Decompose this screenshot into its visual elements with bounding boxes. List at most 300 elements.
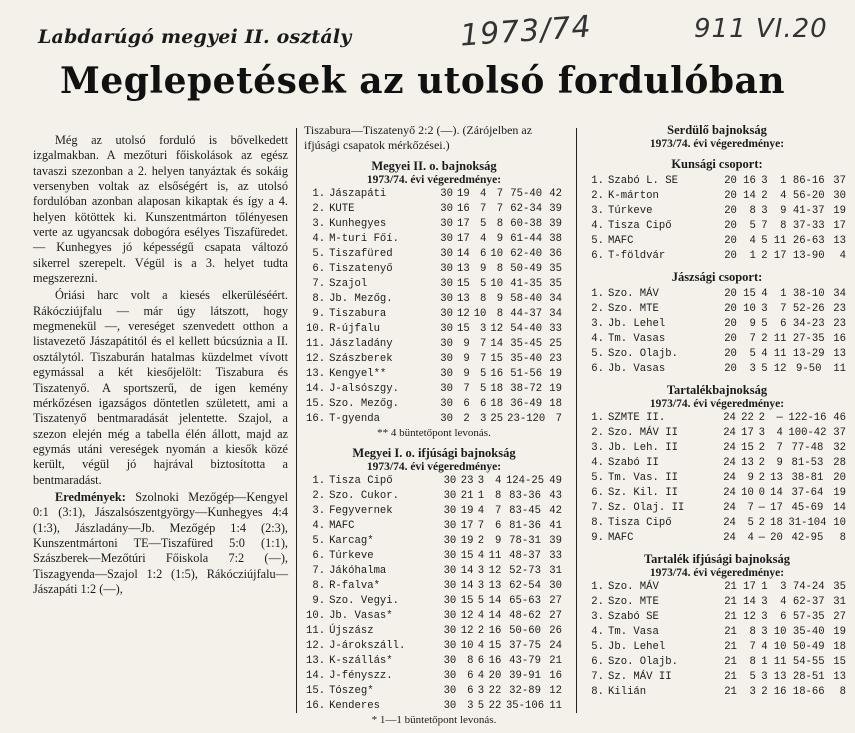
cell-losses: 13: [488, 580, 502, 593]
cell-played: 30: [443, 490, 457, 503]
cell-team-name: Szo. Cukor.: [329, 490, 400, 503]
cell-draws: 3: [761, 205, 768, 218]
cell-wins: 12: [743, 611, 756, 624]
cell-played: 30: [443, 625, 457, 638]
cell-played: 20: [724, 348, 737, 361]
cell-wins: 13: [456, 293, 470, 306]
cell-goals: 50-60: [509, 625, 541, 638]
cell-draws: 4: [477, 640, 485, 653]
cell-points: 23: [833, 318, 846, 331]
table-row: [304, 277, 564, 292]
cell-team-name: KUTE: [329, 203, 355, 216]
cell-losses: 14: [490, 338, 504, 351]
cell-played: 30: [443, 640, 457, 653]
cell-played: 30: [440, 188, 453, 201]
table-title-serdulo: Serdülő bajnokság: [667, 123, 767, 137]
standings-table-jaszsagi: [586, 287, 848, 377]
table-row: [304, 262, 564, 277]
table-row: [586, 625, 848, 640]
cell-draws: 3: [761, 303, 768, 316]
cell-points: 31: [549, 565, 562, 578]
cell-wins: 8: [749, 205, 756, 218]
cell-position: 11.: [306, 338, 326, 351]
cell-wins: 16: [743, 175, 756, 188]
table-row: [304, 534, 564, 549]
cell-draws: 3: [477, 580, 485, 593]
cell-goals: 58-40: [510, 293, 543, 306]
cell-wins: 15: [743, 288, 756, 301]
cell-team-name: J-alsószgy.: [329, 383, 400, 396]
cell-team-name: Szabó II: [608, 457, 659, 470]
cell-played: 30: [443, 700, 457, 713]
cell-goals: 32-89: [509, 685, 541, 698]
cell-team-name: Szabó SE: [608, 611, 659, 624]
cell-position: 3.: [591, 318, 604, 331]
cell-goals: 31-104: [788, 517, 827, 530]
cell-played: 30: [440, 293, 453, 306]
cell-draws: —: [758, 502, 765, 515]
cell-points: 17: [833, 220, 846, 233]
table-subtitle-tartalek: 1973/74. évi végeredménye:: [649, 398, 785, 411]
cell-wins: 3: [749, 363, 756, 376]
cell-goals: 81-36: [509, 520, 541, 533]
cell-played: 24: [723, 457, 736, 470]
cell-goals: 52-73: [509, 565, 541, 578]
cell-team-name: Jákóhalma: [329, 565, 387, 578]
cell-played: 20: [724, 333, 737, 346]
cell-goals: 37-75: [509, 640, 541, 653]
cell-draws: 2: [758, 442, 765, 455]
cell-team-name: R-falva*: [329, 580, 380, 593]
cell-position: 7.: [591, 671, 604, 684]
cell-goals: 62-54: [509, 580, 541, 593]
table-row: [586, 302, 848, 317]
table-row: [304, 474, 564, 489]
cell-team-name: Karcag*: [329, 535, 374, 548]
cell-played: 30: [440, 413, 453, 426]
cell-played: 20: [724, 363, 737, 376]
cell-points: 38: [549, 233, 562, 246]
article-paragraph-1: Még az utolsó forduló is bővelkedett izgalmakban. A mezőturi főiskolások az egész tavaszi szezonban a 2. helyen tanyáztak és sokáig versenyben voltak az elsőségért is, az utolsó fordulóban azonban alaposan kikaptak és így a 4. helyen kötöttek ki. Kunszentmárton tőlényesen verte az ugyancsak dobogóra esélyes Tiszafüredet. — Kunhegyes jó képességű csapata változó sikerrel szerepelt. Végül is a 3. helyet tudta megszerezni.: [33, 133, 288, 286]
cell-wins: 14: [460, 580, 474, 593]
table-row: [304, 202, 564, 217]
cell-draws: 2: [758, 517, 765, 530]
cell-draws: 3: [761, 671, 768, 684]
cell-draws: 0: [758, 487, 765, 500]
cell-losses: 11: [773, 656, 787, 669]
cell-draws: 5: [480, 383, 487, 396]
cell-team-name: Tiszatenyő: [329, 263, 393, 276]
cell-losses: 7: [780, 303, 787, 316]
cell-losses: 10: [773, 626, 787, 639]
table-row: [586, 471, 848, 486]
cell-draws: 4: [477, 550, 485, 563]
table-row: [304, 187, 564, 202]
cell-draws: 2: [761, 190, 768, 203]
cell-played: 20: [724, 235, 737, 248]
cell-played: 21: [724, 626, 737, 639]
cell-position: 3.: [591, 442, 604, 455]
cell-position: 4.: [312, 520, 326, 533]
cell-position: 9.: [591, 532, 604, 545]
cell-goals: 37-33: [792, 220, 825, 233]
cell-losses: 15: [490, 353, 504, 366]
cell-position: 1.: [591, 288, 604, 301]
cell-position: 1.: [312, 475, 326, 488]
article-column: [33, 133, 288, 599]
cell-position: 15.: [306, 685, 326, 698]
cell-goals: 36-49: [510, 398, 543, 411]
cell-draws: 5: [761, 235, 768, 248]
cell-goals: 13-29: [792, 348, 825, 361]
cell-points: 7: [555, 413, 562, 426]
table-row: [586, 204, 848, 219]
cell-position: 14.: [306, 670, 326, 683]
cell-wins: 10: [741, 487, 754, 500]
cell-goals: 42-95: [791, 532, 824, 545]
cell-losses: —: [776, 412, 783, 425]
cell-played: 30: [443, 580, 457, 593]
cell-team-name: SZMTE II.: [608, 412, 666, 425]
cell-played: 21: [724, 596, 737, 609]
cell-team-name: Szo. Olajb.: [608, 656, 678, 669]
cell-wins: 8: [467, 655, 474, 668]
table-row: [586, 347, 848, 362]
cell-losses: 12: [488, 565, 502, 578]
cell-draws: 3: [480, 413, 487, 426]
cell-losses: 14: [488, 595, 502, 608]
cell-wins: 12: [460, 625, 474, 638]
cell-points: 34: [833, 288, 846, 301]
cell-wins: 14: [743, 596, 756, 609]
cell-losses: 8: [496, 308, 504, 321]
cell-points: 30: [549, 580, 562, 593]
group-title-kunsagi: Kunsági csoport:: [671, 157, 763, 171]
cell-points: 27: [549, 595, 562, 608]
cell-goals: 86-16: [792, 175, 825, 188]
cell-wins: 23: [460, 475, 474, 488]
cell-team-name: Tiszabura: [329, 308, 387, 321]
cell-position: 6.: [591, 363, 604, 376]
table-row: [304, 412, 564, 427]
table-note-megyei-ii: ** 4 büntetőpont levonás.: [377, 427, 491, 440]
cell-team-name: MAFC: [608, 235, 634, 248]
cell-draws: 6: [477, 655, 485, 668]
cell-played: 20: [724, 175, 737, 188]
cell-points: 33: [549, 323, 562, 336]
cell-goals: 34-23: [792, 318, 825, 331]
cell-position: 2.: [312, 490, 326, 503]
cell-position: 1.: [591, 412, 604, 425]
cell-wins: 3: [749, 686, 756, 699]
cell-losses: 4: [494, 475, 502, 488]
cell-played: 30: [443, 505, 457, 518]
cell-draws: 3: [477, 475, 485, 488]
cell-position: 1.: [591, 175, 604, 188]
table-row: [304, 307, 564, 322]
cell-losses: 3: [780, 581, 787, 594]
cell-goals: 83-45: [509, 505, 541, 518]
cell-draws: 3: [477, 565, 485, 578]
table-row: [304, 564, 564, 579]
cell-played: 30: [440, 203, 453, 216]
table-row: [304, 247, 564, 262]
cell-goals: 77-48: [791, 442, 824, 455]
cell-wins: 10: [743, 303, 756, 316]
cell-team-name: T-gyenda: [329, 413, 380, 426]
cell-position: 15.: [306, 398, 326, 411]
cell-points: 4: [839, 250, 846, 263]
cell-position: 2.: [591, 303, 604, 316]
cell-position: 8.: [312, 580, 326, 593]
cell-points: 24: [549, 640, 562, 653]
cell-team-name: Tisza Cipő: [608, 517, 672, 530]
section-tag: Labdarúgó megyei II. osztály: [38, 26, 352, 48]
table-row: [304, 609, 564, 624]
cell-position: 7.: [312, 278, 326, 291]
cell-position: 7.: [591, 502, 604, 515]
table-subtitle-tartalek-ifjusagi: 1973/74. évi végeredménye:: [649, 567, 785, 580]
cell-points: 39: [549, 203, 562, 216]
table-row: [586, 685, 848, 700]
table-row: [586, 411, 848, 426]
cell-goals: 61-44: [510, 233, 543, 246]
cell-position: 4.: [591, 333, 604, 346]
cell-played: 20: [724, 288, 737, 301]
cell-team-name: K-márton: [608, 190, 659, 203]
cell-wins: 19: [456, 188, 470, 201]
cell-wins: 12: [456, 308, 470, 321]
cell-position: 13.: [306, 368, 326, 381]
cell-team-name: Szajol: [329, 278, 368, 291]
cell-played: 30: [440, 398, 453, 411]
cell-draws: 4: [477, 670, 485, 683]
cell-wins: 17: [456, 218, 470, 231]
cell-goals: 62-37: [792, 596, 825, 609]
cell-losses: 22: [488, 685, 502, 698]
cell-draws: 5: [761, 363, 768, 376]
cell-goals: 37-64: [791, 487, 824, 500]
cell-played: 30: [440, 353, 453, 366]
cell-draws: 9: [480, 263, 487, 276]
cell-losses: 20: [770, 532, 783, 545]
cell-team-name: Túrkeve: [329, 550, 374, 563]
cell-position: 6.: [312, 550, 326, 563]
column-divider-1: [296, 128, 297, 713]
cell-wins: 5: [749, 671, 756, 684]
cell-team-name: Tószeg*: [329, 685, 374, 698]
cell-goals: 28-51: [792, 671, 825, 684]
cell-wins: 5: [749, 220, 756, 233]
cell-played: 24: [723, 532, 736, 545]
cell-draws: 8: [480, 293, 487, 306]
cell-played: 30: [440, 323, 453, 336]
cell-wins: 7: [749, 641, 756, 654]
cell-goals: 27-35: [792, 333, 825, 346]
cell-position: 8.: [591, 517, 604, 530]
cell-team-name: Tisza Cipő: [329, 475, 393, 488]
cell-team-name: Tm. Vas. II: [608, 472, 678, 485]
cell-position: 1.: [591, 581, 604, 594]
table-row: [586, 531, 848, 546]
cell-draws: 4: [761, 641, 768, 654]
table-row: [304, 579, 564, 594]
table-row: [586, 249, 848, 264]
cell-goals: 83-36: [509, 490, 541, 503]
cell-points: 46: [833, 412, 846, 425]
cell-position: 3.: [312, 505, 326, 518]
cell-played: 30: [440, 278, 453, 291]
group-title-jaszsagi: Jászsági csoport:: [671, 270, 763, 285]
cell-wins: 9: [463, 353, 470, 366]
cell-draws: 5: [480, 218, 487, 231]
cell-position: 8.: [312, 293, 326, 306]
cell-losses: 6: [494, 520, 502, 533]
cell-points: 14: [833, 502, 846, 515]
cell-points: 19: [833, 487, 846, 500]
cell-losses: 11: [773, 235, 787, 248]
cell-position: 9.: [312, 595, 326, 608]
cell-played: 30: [440, 218, 453, 231]
cell-points: 37: [833, 427, 846, 440]
cell-points: 39: [549, 218, 562, 231]
cell-draws: 2: [758, 472, 765, 485]
cell-played: 30: [440, 368, 453, 381]
table-row: [586, 595, 848, 610]
cell-losses: 7: [496, 203, 504, 216]
cell-losses: 9: [780, 205, 787, 218]
table-row: [586, 516, 848, 531]
table-row: [304, 367, 564, 382]
cell-draws: 4: [477, 610, 485, 623]
table-row: [304, 699, 564, 714]
cell-wins: 4: [749, 235, 756, 248]
table-row: [304, 549, 564, 564]
cell-points: 49: [549, 475, 562, 488]
cell-points: 15: [833, 656, 846, 669]
cell-wins: 17: [743, 581, 756, 594]
cell-draws: 4: [761, 348, 768, 361]
cell-played: 24: [723, 472, 736, 485]
cell-goals: 18-66: [792, 686, 825, 699]
cell-draws: 1: [477, 490, 485, 503]
cell-team-name: Szo. MÁV II: [608, 427, 678, 440]
cell-team-name: Szo. Olajb.: [608, 348, 678, 361]
cell-losses: 14: [770, 487, 783, 500]
cell-losses: 13: [770, 472, 783, 485]
cell-team-name: Tisza Cipő: [608, 220, 672, 233]
cell-goals: 122-16: [788, 412, 827, 425]
cell-losses: 7: [776, 442, 783, 455]
cell-draws: 7: [761, 220, 768, 233]
table-row: [586, 655, 848, 670]
cell-wins: 15: [460, 550, 474, 563]
cell-position: 14.: [306, 383, 326, 396]
cell-draws: 5: [477, 595, 485, 608]
cell-played: 30: [443, 655, 457, 668]
cell-team-name: Fegyvernek: [329, 505, 393, 518]
table-row: [304, 352, 564, 367]
cell-wins: 1: [749, 250, 756, 263]
cell-points: 23: [549, 353, 562, 366]
cell-draws: 3: [761, 596, 768, 609]
cell-goals: 35-40: [792, 626, 825, 639]
table-row: [586, 610, 848, 625]
table-row: [304, 292, 564, 307]
cell-wins: 9: [749, 318, 756, 331]
cell-goals: 9-50: [796, 363, 822, 376]
cell-wins: 17: [741, 427, 754, 440]
table-row: [586, 456, 848, 471]
cell-goals: 62-34: [510, 203, 543, 216]
cell-position: 2.: [591, 427, 604, 440]
cell-team-name: Túrkeve: [608, 205, 653, 218]
cell-wins: 4: [747, 532, 754, 545]
cell-goals: 57-35: [792, 611, 825, 624]
cell-points: 32: [833, 442, 846, 455]
cell-goals: 48-37: [509, 550, 541, 563]
cell-losses: 22: [488, 700, 502, 713]
cell-position: 6.: [591, 487, 604, 500]
cell-goals: 62-40: [510, 248, 543, 261]
cell-position: 6.: [591, 656, 604, 669]
cell-team-name: R-újfalu: [329, 323, 380, 336]
cell-wins: 14: [460, 565, 474, 578]
cell-played: 21: [724, 656, 737, 669]
cell-wins: 16: [456, 203, 470, 216]
table-subtitle-serdulo: 1973/74. évi végeredménye:: [649, 138, 785, 150]
cell-wins: 3: [467, 700, 474, 713]
cell-points: 20: [833, 472, 846, 485]
cell-losses: 10: [490, 278, 504, 291]
cell-draws: 2: [758, 457, 765, 470]
cell-team-name: Szo. Mezőg.: [329, 398, 400, 411]
table-row: [304, 639, 564, 654]
cell-team-name: Tiszafüred: [329, 248, 393, 261]
cell-played: 20: [724, 220, 737, 233]
cell-played: 24: [723, 412, 736, 425]
cell-wins: 6: [463, 398, 470, 411]
cell-position: 5.: [312, 535, 326, 548]
cell-position: 2.: [591, 596, 604, 609]
cell-losses: 12: [490, 323, 504, 336]
cell-wins: 15: [456, 278, 470, 291]
cell-wins: 9: [463, 338, 470, 351]
cell-losses: 6: [780, 318, 787, 331]
cell-wins: 7: [749, 333, 756, 346]
cell-played: 30: [443, 520, 457, 533]
cell-position: 2.: [312, 203, 326, 216]
cell-goals: 41-37: [792, 205, 825, 218]
cell-played: 24: [723, 487, 736, 500]
cell-played: 20: [724, 190, 737, 203]
cell-team-name: M-turi Főí.: [329, 233, 400, 246]
cell-draws: 3: [477, 685, 485, 698]
cell-goals: 35-40: [510, 353, 543, 366]
cell-played: 21: [724, 686, 737, 699]
cell-points: 35: [549, 263, 562, 276]
cell-goals: 26-63: [792, 235, 825, 248]
cell-draws: 5: [761, 318, 768, 331]
cell-losses: 8: [496, 218, 504, 231]
cell-team-name: MAFC: [329, 520, 355, 533]
cell-draws: 6: [480, 398, 487, 411]
cell-losses: 16: [490, 368, 504, 381]
cell-team-name: Újszász: [329, 625, 374, 638]
cell-losses: 11: [773, 348, 787, 361]
cell-goals: 56-20: [792, 190, 825, 203]
cell-draws: 2: [761, 686, 768, 699]
